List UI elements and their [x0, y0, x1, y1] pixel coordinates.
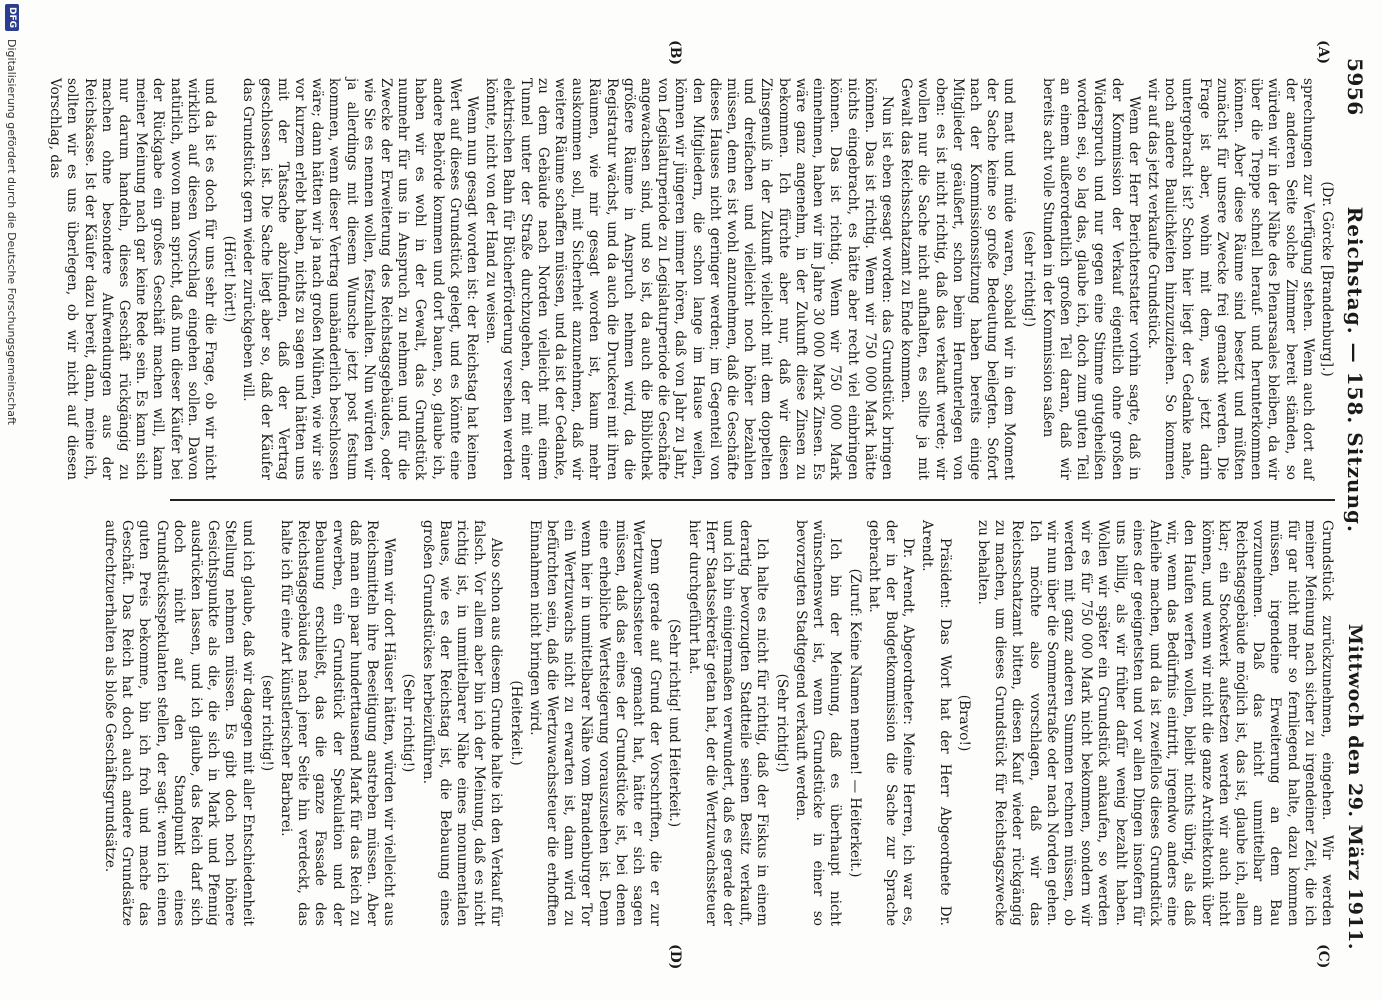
right-text-column	[101, 520, 1335, 926]
page-footer	[0, 0, 24, 1000]
session-date: Mittwoch den 29. März 1911.	[1344, 623, 1366, 950]
paragraph: Dr. Arendt, Abgeordneter: Meine Herren, ich war es, der in der Budgetkommission die Sache zur Sprache gebracht hat.	[865, 520, 917, 926]
paragraph: Wenn der Herr Berichterstatter vorhin sagte, daß in der Kommission der Verkauf eigentlich ohne großen Widerspruch und nur gegen eine Stimme gutgeheißen worden sei, so lag das, glaube ich, doch zum guten Teil an einem außerordentlich großen Teil daran, daß wir bereits acht volle Stunden in der Kommission saßen	[1039, 78, 1142, 480]
paragraph: Grundstück zurückzunehmen, eingehen. Wir werden meiner Meinung nach sicher zu irgendeiner Zeit, die ich für gar nicht mehr so fernliegend halte, dazu kommen müssen, irgendeine Erweiterung an dem Bau vorzunehmen. Daß das nicht unmittelbar am Reichstagsgebäude möglich ist, das ist, glaube ich, allen klar; ein Stockwerk aufsetzen werden wir auch nicht können, und wenn wir nicht die ganze Architektonik über den Haufen werfen wollen, bleibt nichts übrig, als daß wir, wenn das Bedürfnis eintritt, irgendwo anders eine Anleihe machen, und da ist zweifellos dieses Grundstück eines der geeignetsten und vor allen Dingen insofern für uns billig, als wir früher dafür wenig bezahlt haben. Wollen wir später ein Grundstück ankaufen, so werden wir es für 750 000 Mark nicht bekommen, sondern wir werden mit ganz anderen Summen rechnen müssen, ob wir nun über die Sommerstraße oder nach Norden gehen. Ich möchte also vorschlagen, daß wir das Reichsschatzamt bitten, diesen Kauf wieder rückgängig zu machen, um dieses Grundstück für Reichstagszwecke zu behalten.	[974, 520, 1335, 926]
paragraph: Ich bin der Meinung, daß es überhaupt nicht wünschenswert ist, wenn Grundstücke in einer so bevorzugten Stadtgegend verkauft werden.	[792, 520, 844, 926]
paragraph: und ich glaube, daß wir dagegen mit aller Entschiedenheit Stellung nehmen müssen. Es gibt doch noch höhere Gesichtspunkte als die, die sich in Mark und Pfennig ausdrücken lassen, und ich glaube, das Reich darf sich doch nicht auf den Standpunkt eines Grundstücksspekulanten stellen, der sagt: wenn ich einen guten Preis bekomme, bin ich froh und mache das Geschäft. Das Reich hat doch auch andere Grundsätze aufrechtzuerhalten als bloße Geschäftsgrundsätze.	[101, 520, 256, 926]
funding-notice: Digitalisierung gefördert durch die Deutsche Forschungsgemeinschaft	[5, 39, 19, 425]
session-title: Reichstag. — 158. Sitzung.	[1343, 206, 1367, 533]
paragraph: Wenn wir dort Häuser hätten, würden wir vielleicht aus Reichsmitteln ihre Beseitigung anstreben müssen. Aber daß man ein paar hunderttausend Mark für das Reich zu erwerben, ein Grundstück der Spekulation und der Bebauung erschließt, das die ganze Fassade des Reichstagsgebäudes nach jener Seite hin verdeckt, das halte ich für eine Art künstlerischer Barbarei.	[278, 520, 398, 926]
margin-marker-d: (D)	[667, 944, 683, 970]
paragraph: (Sehr richtig!)	[400, 673, 417, 773]
page-header	[1337, 58, 1373, 950]
paragraph: (Hört! hört!)	[221, 235, 238, 323]
paragraph: (Sehr richtig!)	[773, 673, 790, 773]
paragraph: Ich halte es nicht für richtig, daß der Fiskus in einem derartig bevorzugten Stadtteile seinen Besitz verkauft, und ich bin einigermaßen verwundert, daß es gerade der Herr Staatssekretär getan hat, der die Wertzuwachssteuer hier durchgeführt hat.	[685, 520, 771, 926]
paragraph: Denn gerade auf Grund der Vorschriften, die er zur Wertzuwachssteuer gemacht hat, hätte er sich sagen müssen, daß das eines der Grundstücke ist, bei denen eine erhebliche Wertsteigerung vorauszusehen ist. Denn wenn hier in unmittelbarer Nähe vom Brandenburger Tor ein Wertzuwachs nicht zu erwarten ist, dann wird zu befürchten sein, daß die Wertzuwachssteuer die erhofften Einnahmen nicht bringen wird.	[526, 520, 664, 926]
paragraph: und da ist es doch für uns sehr die Frage, ob wir nicht wirklich auf diesen Vorschlag eingehen sollen. Davon natürlich, wovon man spricht, daß nun dieser Käufer bei der Rückgabe ein großes Geschäft machen will, kann meiner Meinung nach gar keine Rede sein. Es kann sich nur darum handeln, dieses Geschäft rückgängig zu machen ohne besondere Aufwendungen aus der Reichskasse. Ist der Käufer dazu bereit, dann, meine ich, sollten wir es uns überlegen, ob wir nicht auf diesen Vorschlag, das	[47, 78, 218, 480]
dfg-logo: DFG	[5, 4, 19, 31]
paragraph: Nun ist eben gesagt worden: das Grundstück bringen können. Das ist richtig. Wenn wir 750 000 Mark hätte nichts eingebracht, es hätte aber recht viel einbringen können. Das ist richtig. Wenn wir 750 000 Mark einnehmen, haben wir im Jahre 30 000 Mark Zinsen. Es wäre ganz angenehm, in der Zukunft diese Zinsen zu bekommen. Ich fürchte aber nur, daß wir diesen Zinsgenuß in der Zukunft vielleicht mit dem doppelten und dreifachen und vielleicht noch höher bezahlen müssen, denn es ist wohl anzunehmen, daß die Geschäfte dieses Hauses nicht geringer werden; im Gegenteil von den Mitgliedern, die schon lange im Hause weilen, können wir jüngeren immer hören, daß von Jahr zu Jahr, von Legislaturperiode zu Legislaturperiode die Geschäfte angewachsen sind, und so ist, da auch die Bibliothek größere Räume in Anspruch nehmen wird, da die Registratur wächst, und da auch die Druckerei mit ihren Räumen, wie mir gesagt worden ist, kaum mehr auskommen soll, mit Sicherheit anzunehmen, daß wir weitere Räume schaffen müssen, und da ist der Gedanke, zu dem Gebäude nach Norden vielleicht mit einem Tunnel unter der Straße durchzugehen, der mit einer elektrischen Bahn für Bücherförderung versehen werden könnte, nicht von der Hand zu weisen.	[483, 78, 895, 480]
paragraph: Wenn nun gesagt worden ist: der Reichstag hat keinen Wert auf dieses Grundstück gelegt, und es könnte eine andere Behörde kommen und dort bauen, so, glaube ich, haben wir es wohl in der Gewalt, das Grundstück nunmehr für uns in Anspruch zu nehmen und für die Zwecke der Erweiterung des Reichstagsgebäudes, oder wie Sie es nennen wollen, festzuhalten. Nun würden wir ja allerdings mit diesem Wunsche jetzt post festum kommen, wenn dieser Vertrag unabänderlich beschlossen wäre; dann hätten wir ja nach großen Mühen, wie wir sie vor kurzem erlebt haben, nichts zu sagen und hätten uns mit der Tatsache abzufinden, daß der Vertrag geschlossen ist. Die Sache liegt aber so, daß der Käufer das Grundstück gern wieder zurückgeben will.	[240, 78, 481, 480]
paragraph: (sehr richtig!)	[1020, 230, 1037, 328]
page-number: 5956	[1343, 58, 1367, 116]
column-divider	[170, 499, 1335, 501]
paragraph: (sehr richtig!)	[258, 674, 275, 772]
paragraph: (Sehr richtig! und Heiterkeit.)	[666, 618, 683, 828]
paragraph: Also schon aus diesem Grunde halte ich den Verkauf für falsch. Vor allem aber bin ich der Meinung, daß es nicht richtig ist, in unmittelbarer Nähe eines monumentalen Baues, wie es der Reichstag ist, die Bebauung eines großen Grundstückes herbeizuführen.	[419, 520, 505, 926]
paragraph: und matt und müde waren, sobald wir in dem Moment der Sache keine so große Bedeutung beilegten. Sofort nach der Kommissionssitzung haben bereits einige Mitglieder geäußert, schon beim Herunterlegen von oben: es ist nicht richtig, daß das verkauft werde; wir wollen nur die Sache nicht aufhalten, es sollte ja mit Gewalt das Reichsschatzamt zu Ende kommen.	[898, 78, 1018, 480]
paragraph: (Zuruf: Keine Namen nennen! — Heiterkeit.)	[846, 568, 863, 878]
paragraph: sprechungen zur Verfügung stehen. Wenn auch dort auf der anderen Seite solche Zimmer bereit ständen, so würden wir in der Nähe des Plenarsaales bleiben, da wir über die Treppe schnell herauf- und herunterkommen können. Aber diese Räume sind besetzt und müßten zunächst für unsere Zwecke frei gemacht werden. Die Frage ist aber, wohin mit dem, was jetzt darin untergebracht ist? Schon hier liegt der Gedanke nahe, noch andere Baulichkeiten hinzuzuziehen. So kommen wir auf das jetzt verkaufte Grundstück.	[1144, 78, 1316, 480]
margin-marker-a: (A)	[1315, 40, 1331, 65]
paragraph: Präsident: Das Wort hat der Herr Abgeordnete Dr. Arendt.	[919, 520, 953, 926]
paragraph: (Dr. Görcke [Brandenburg].)	[1319, 181, 1335, 377]
paragraph: (Heiterkeit.)	[507, 680, 524, 766]
left-text-column	[47, 78, 1335, 480]
margin-marker-b: (B)	[667, 40, 683, 66]
margin-marker-c: (C)	[1315, 944, 1331, 969]
paragraph: (Bravo!)	[955, 694, 972, 752]
